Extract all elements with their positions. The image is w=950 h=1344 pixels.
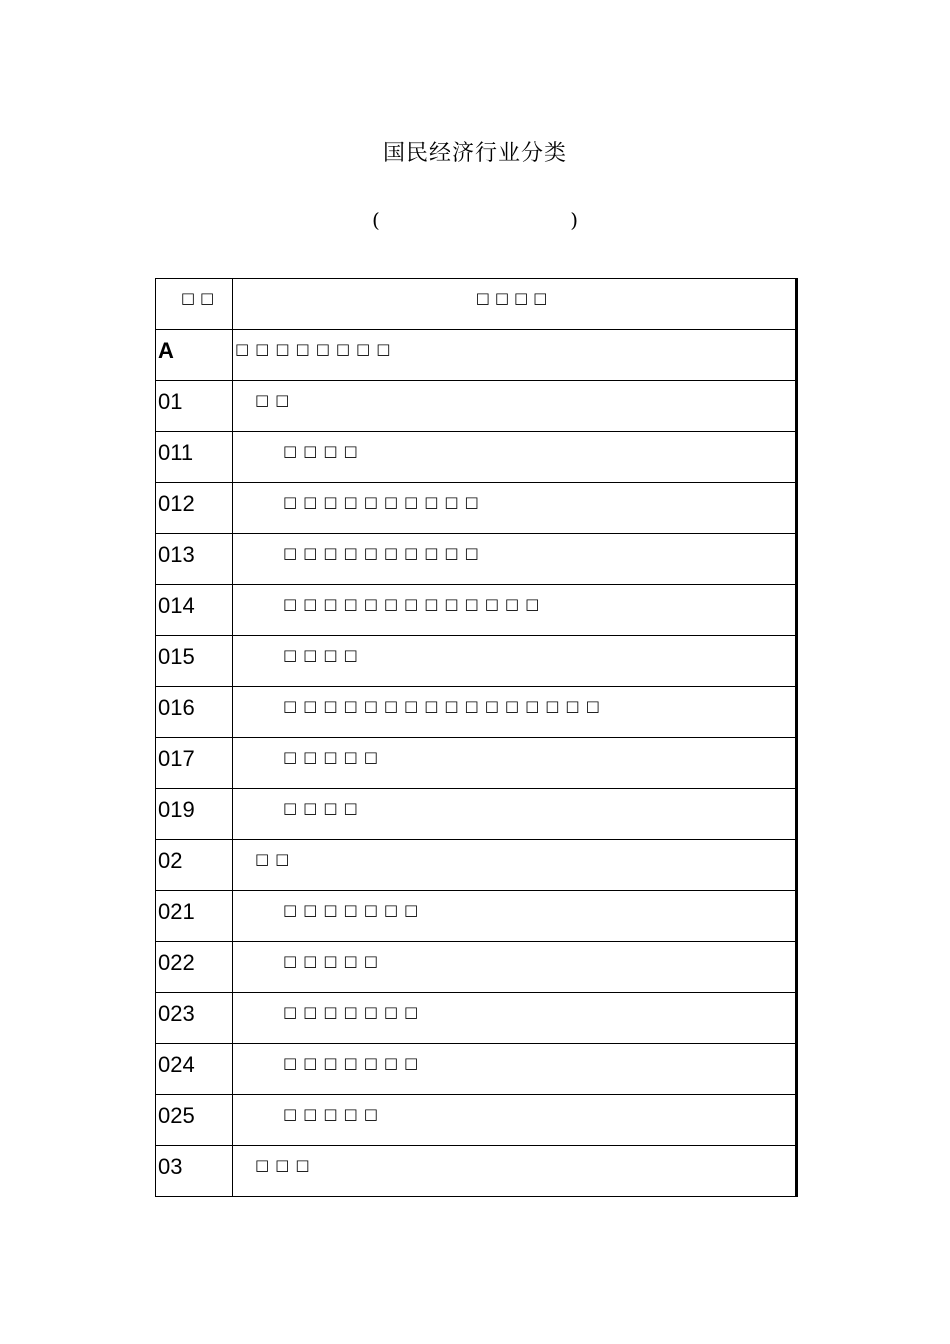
industry-code: 013	[158, 542, 195, 567]
subtitle-open-paren: (	[372, 208, 380, 232]
industry-code: 019	[158, 797, 195, 822]
table-row	[156, 840, 797, 891]
industry-code: 011	[158, 440, 194, 465]
name-cell	[233, 891, 797, 942]
table-row	[156, 636, 797, 687]
industry-name: □□	[255, 391, 296, 409]
table-row	[156, 1044, 797, 1095]
code-cell	[156, 534, 233, 585]
table-row	[156, 483, 797, 534]
name-cell	[233, 840, 797, 891]
industry-code: 023	[158, 1001, 195, 1026]
code-cell	[156, 585, 233, 636]
name-cell	[233, 432, 797, 483]
name-cell	[233, 687, 797, 738]
name-cell	[233, 1044, 797, 1095]
table-row	[156, 891, 797, 942]
table-header-row	[156, 279, 797, 330]
industry-code: 021	[158, 899, 195, 924]
industry-code: 017	[158, 746, 195, 771]
industry-name: □□□□□	[283, 748, 384, 766]
name-cell	[233, 585, 797, 636]
table-row	[156, 1146, 797, 1197]
table-row	[156, 687, 797, 738]
document-title: 国民经济行业分类	[382, 141, 567, 166]
industry-code: 03	[158, 1154, 183, 1179]
subtitle-close-paren: )	[570, 208, 578, 232]
table-row	[156, 432, 797, 483]
name-cell	[233, 789, 797, 840]
industry-name: □□□	[255, 1156, 316, 1174]
code-cell	[156, 942, 233, 993]
name-cell	[233, 1095, 797, 1146]
table-row	[156, 1095, 797, 1146]
industry-name: □□□□	[283, 442, 364, 460]
table-row	[156, 585, 797, 636]
table-row	[156, 330, 797, 381]
code-cell	[156, 1095, 233, 1146]
name-cell	[233, 534, 797, 585]
name-cell	[233, 993, 797, 1044]
industry-name: □□□□□□□□□□	[283, 544, 485, 562]
name-cell	[233, 1146, 797, 1197]
code-cell	[156, 483, 233, 534]
industry-name: □□	[255, 850, 296, 868]
header-name-cell	[233, 279, 797, 330]
industry-code: 024	[158, 1052, 195, 1077]
industry-name: □□□□□□□□	[235, 340, 397, 358]
code-cell	[156, 738, 233, 789]
header-code-label: □□	[180, 289, 220, 307]
document-subtitle	[370, 208, 580, 238]
code-cell	[156, 330, 233, 381]
industry-code: 022	[158, 950, 195, 975]
industry-name: □□□□□□□□□□□□□	[283, 595, 546, 613]
code-cell	[156, 636, 233, 687]
code-cell	[156, 432, 233, 483]
code-cell	[156, 789, 233, 840]
industry-name: □□□□□□□□□□	[283, 493, 485, 511]
code-cell	[156, 1146, 233, 1197]
industry-name: □□□□	[283, 646, 364, 664]
table-row	[156, 381, 797, 432]
name-cell	[233, 483, 797, 534]
industry-code: 014	[158, 593, 195, 618]
table-row	[156, 993, 797, 1044]
code-cell	[156, 381, 233, 432]
code-cell	[156, 1044, 233, 1095]
industry-name: □□□□□	[283, 952, 384, 970]
name-cell	[233, 330, 797, 381]
industry-name: □□□□	[283, 799, 364, 817]
industry-code: 02	[158, 848, 183, 873]
name-cell	[233, 942, 797, 993]
table-row	[156, 942, 797, 993]
code-cell	[156, 687, 233, 738]
header-name-label: □□□□	[475, 289, 553, 307]
industry-code: 025	[158, 1103, 195, 1128]
industry-code: A	[158, 338, 174, 363]
code-cell	[156, 891, 233, 942]
industry-name: □□□□□□□	[283, 901, 425, 919]
name-cell	[233, 738, 797, 789]
industry-name: □□□□□□□□□□□□□□□□	[283, 697, 606, 715]
industry-code: 016	[158, 695, 195, 720]
header-code-cell	[156, 279, 233, 330]
industry-code: 012	[158, 491, 195, 516]
code-cell	[156, 840, 233, 891]
industry-name: □□□□□□□	[283, 1054, 425, 1072]
table-row	[156, 534, 797, 585]
industry-code: 01	[158, 389, 183, 414]
industry-name: □□□□□□□	[283, 1003, 425, 1021]
industry-classification-table	[155, 278, 798, 1197]
name-cell	[233, 636, 797, 687]
name-cell	[233, 381, 797, 432]
table-row	[156, 738, 797, 789]
code-cell	[156, 993, 233, 1044]
industry-code: 015	[158, 644, 195, 669]
table-row	[156, 789, 797, 840]
industry-name: □□□□□	[283, 1105, 384, 1123]
